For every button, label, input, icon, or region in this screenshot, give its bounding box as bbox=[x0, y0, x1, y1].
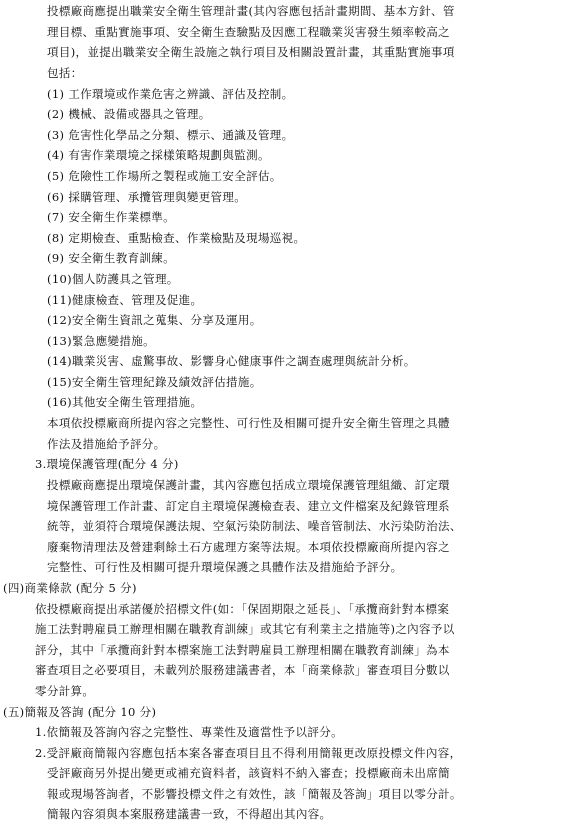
safety-item: (4) 有害作業環境之採樣策略規劃與監測。 bbox=[47, 148, 270, 162]
briefing-item-2-line-2: 受評廠商另外提出變更或補充資料者，該資料不納入審查；投標廠商未出席簡 bbox=[47, 766, 450, 780]
safety-intro-line-4: 包括： bbox=[47, 66, 83, 80]
briefing-item-2-line-3: 報或現場答詢者，不影響投標文件之有效性，該「簡報及答詢」項目以零分計。 bbox=[47, 787, 462, 801]
env-body-line-1: 投標廠商應提出環境保護計畫，其內容應包括成立環境保護管理組織、訂定環 bbox=[47, 478, 450, 492]
safety-item: (11)健康檢查、管理及促進。 bbox=[47, 293, 203, 307]
safety-item: (3) 危害性化學品之分類、標示、通識及管理。 bbox=[47, 128, 294, 142]
commerce-body-line-2: 施工法對聘雇員工辦理相關在職教育訓練」或其它有利業主之措施等)之內容予以 bbox=[35, 622, 455, 636]
safety-item: (13)緊急應變措施。 bbox=[47, 334, 155, 348]
safety-intro-line-2: 理目標、重點實施事項、安全衛生查驗點及因應工程職業災害發生頻率較高之 bbox=[47, 25, 450, 39]
commerce-body-line-5: 零分計算。 bbox=[35, 684, 95, 698]
safety-item: (12)安全衛生資訊之蒐集、分享及運用。 bbox=[47, 313, 262, 327]
env-body-line-3: 統等，並須符合環境保護法規、空氣污染防制法、噪音管制法、水污染防治法、 bbox=[47, 519, 462, 533]
env-body-line-5: 完整性、可行性及相關可提升環境保護之具體作法及措施給予評分。 bbox=[47, 560, 403, 574]
briefing-heading: (五)簡報及答詢 (配分 10 分) bbox=[3, 705, 157, 719]
commerce-body-line-4: 審查項目之必要項目，未載列於服務建議書者，本「商業條款」審查項目分數以 bbox=[35, 663, 450, 677]
env-heading: 3.環境保護管理(配分 4 分) bbox=[35, 457, 179, 471]
safety-item: (7) 安全衛生作業標準。 bbox=[47, 210, 175, 224]
safety-item: (6) 採購管理、承攬管理與變更管理。 bbox=[47, 190, 247, 204]
safety-item: (15)安全衛生管理紀錄及績效評估措施。 bbox=[47, 375, 262, 389]
env-body-line-4: 廢棄物清理法及營建剩餘土石方處理方案等法規。本項依投標廠商所提內容之 bbox=[47, 540, 450, 554]
safety-closing-line-1: 本項依投標廠商所提內容之完整性、可行性及相關可提升安全衛生管理之具體 bbox=[47, 416, 450, 430]
safety-item: (14)職業災害、虛驚事故、影響身心健康事件之調查處理與統計分析。 bbox=[47, 354, 416, 368]
safety-item: (8) 定期檢查、重點檢查、作業檢點及現場巡視。 bbox=[47, 231, 306, 245]
commerce-body-line-1: 依投標廠商提出承諾優於招標文件(如：「保固期限之延長」、「承攬商針對本標案 bbox=[35, 602, 450, 616]
safety-item: (1) 工作環境或作業危害之辨識、評估及控制。 bbox=[47, 87, 294, 101]
safety-item: (16)其他安全衛生管理措施。 bbox=[47, 395, 203, 409]
safety-item: (9) 安全衛生教育訓練。 bbox=[47, 251, 175, 265]
commerce-heading: (四)商業條款 (配分 5 分) bbox=[3, 581, 137, 595]
safety-item: (10)個人防護具之管理。 bbox=[47, 272, 179, 286]
safety-item: (5) 危險性工作場所之製程或施工安全評估。 bbox=[47, 169, 282, 183]
env-body-line-2: 境保護管理工作計畫、訂定自主環境保護檢查表、建立文件檔案及紀錄管理系 bbox=[47, 499, 450, 513]
safety-intro-line-3: 項目)，並提出職業安全衛生設施之執行項目及相關設置計畫，其重點實施事項 bbox=[47, 45, 455, 59]
commerce-body-line-3: 評分，其中「承攬商針對本標案施工法對聘雇員工辦理相關在職教育訓練」為本 bbox=[35, 643, 450, 657]
briefing-item-1: 1.依簡報及答詢內容之完整性、專業性及適當性予以評分。 bbox=[35, 725, 343, 739]
briefing-item-2-line-1: 2.受評廠商簡報內容應包括本案各審查項目且不得利用簡報更改原投標文件內容， bbox=[35, 746, 462, 760]
briefing-item-2-line-4: 簡報內容須與本案服務建議書一致，不得超出其內容。 bbox=[47, 807, 332, 821]
safety-intro-line-1: 投標廠商應提出職業安全衛生管理計畫(其內容應包括計畫期間、基本方針、管 bbox=[47, 4, 455, 18]
safety-item: (2) 機械、設備或器具之管理。 bbox=[47, 107, 211, 121]
safety-closing-line-2: 作法及措施給予評分。 bbox=[47, 437, 166, 451]
